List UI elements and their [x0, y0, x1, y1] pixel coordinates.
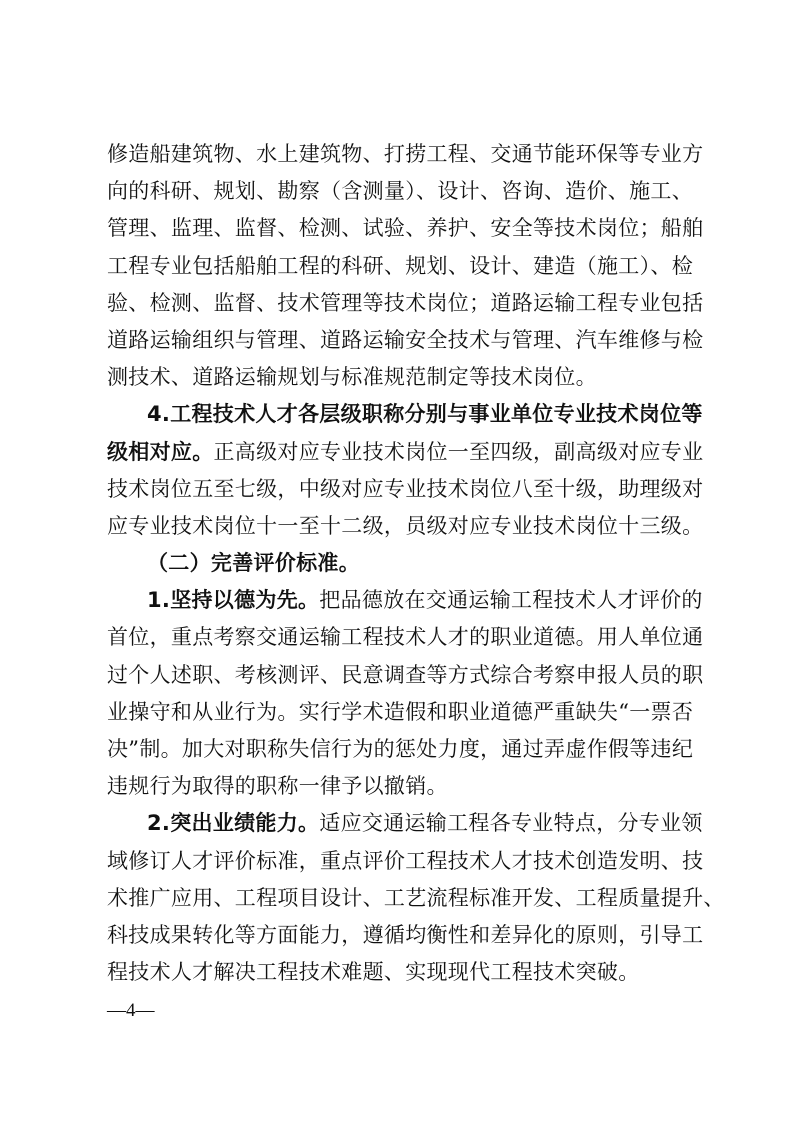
text-line: 决”制。加大对职称失信行为的惩处力度，通过弄虚作假等违纪 — [107, 737, 694, 761]
paragraph-title-levels — [107, 396, 704, 545]
text-line: 科技成果转化等方面能力，遵循均衡性和差异化的原则，引导工 — [107, 922, 704, 947]
text-line — [107, 805, 703, 842]
text-run: 适应交通运输工程各专业特点，分专业领 — [319, 811, 703, 836]
text-line: 过个人述职、考核测评、民意调查等方式综合考察申报人员的职 — [107, 662, 704, 687]
text-line: 验、检测、监督、技术管理等技术岗位；道路运输工程专业包括 — [107, 290, 704, 315]
section-heading: （二）完善评价标准。 — [147, 551, 360, 576]
text-line: 域修订人才评价标准，重点评价工程技术人才技术创造发明、技 — [107, 848, 704, 873]
text-run: 把品德放在交通运输工程技术人才评价的 — [319, 588, 703, 613]
page-number: —4— — [107, 1000, 155, 1021]
text-line: 向的科研、规划、勘察（含测量）、设计、咨询、造价、施工、 — [107, 179, 693, 204]
paragraph-performance — [107, 805, 725, 991]
bold-lead-text: 4.工程技术人才各层级职称分别与事业单位专业技术岗位等 — [147, 402, 703, 427]
text-line: 修造船建筑物、水上建筑物、打捞工程、交通节能环保等专业方 — [107, 142, 704, 166]
text-line — [107, 582, 703, 619]
text-line: 首位，重点考察交通运输工程技术人才的职业道德。用人单位通 — [107, 625, 704, 650]
text-line: 违规行为取得的职称一律予以撤销。 — [107, 774, 448, 799]
text-line: 技术岗位五至七级，中级对应专业技术岗位八至十级，助理级对 — [107, 476, 704, 501]
body-text — [107, 136, 725, 991]
bold-lead-text: 级相对应。 — [107, 439, 214, 464]
text-run: 正高级对应专业技术岗位一至四级，副高级对应专业 — [213, 439, 704, 464]
text-line: 道路运输组织与管理、道路运输安全技术与管理、汽车维修与检 — [107, 327, 704, 352]
paragraph-ethics-first — [107, 582, 704, 805]
text-line: 管理、监理、监督、检测、试验、养护、安全等技术岗位；船舶 — [107, 216, 704, 241]
text-line: 测技术、道路运输规划与标准规范制定等技术岗位。 — [107, 365, 597, 390]
paragraph-specialty-scope — [107, 136, 704, 396]
text-line: 业操守和从业行为。实行学术造假和职业道德严重缺失“一票否 — [107, 699, 694, 724]
text-line: 术推广应用、工程项目设计、工艺流程标准开发、工程质量提升、 — [107, 885, 725, 910]
bold-lead-text: 2.突出业绩能力。 — [147, 811, 320, 836]
text-line: 程技术人才解决工程技术难题、实现现代工程技术突破。 — [107, 960, 640, 985]
text-line: 应专业技术岗位十一至十二级，员级对应专业技术岗位十三级。 — [107, 513, 704, 538]
text-line: 工程专业包括船舶工程的科研、规划、设计、建造（施工）、检 — [107, 253, 693, 278]
text-line — [107, 434, 704, 471]
bold-lead-text: 1.坚持以德为先。 — [147, 588, 320, 613]
